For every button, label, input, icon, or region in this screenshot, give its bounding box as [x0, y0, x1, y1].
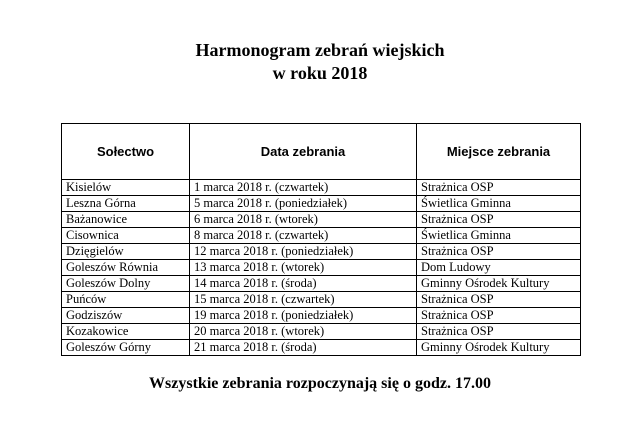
cell-data: 5 marca 2018 r. (poniedziałek)	[190, 196, 417, 212]
start-time-note: Wszystkie zebrania rozpoczynają się o godz. 17.00	[149, 375, 491, 392]
cell-data: 1 marca 2018 r. (czwartek)	[190, 180, 417, 196]
cell-solectwo: Godziszów	[62, 308, 190, 324]
table-row	[62, 260, 581, 276]
table-row	[62, 308, 581, 324]
table-row	[62, 180, 581, 196]
cell-miejsce: Świetlica Gminna	[417, 196, 581, 212]
cell-miejsce: Strażnica OSP	[417, 180, 581, 196]
table-row	[62, 244, 581, 260]
document-subtitle: w roku 2018	[272, 63, 368, 83]
cell-data: 8 marca 2018 r. (czwartek)	[190, 228, 417, 244]
cell-miejsce: Strażnica OSP	[417, 212, 581, 228]
cell-miejsce: Strażnica OSP	[417, 292, 581, 308]
cell-solectwo: Kisielów	[62, 180, 190, 196]
table-row	[62, 212, 581, 228]
cell-data: 15 marca 2018 r. (czwartek)	[190, 292, 417, 308]
table-row	[62, 340, 581, 356]
cell-miejsce: Strażnica OSP	[417, 244, 581, 260]
table-row	[62, 228, 581, 244]
cell-miejsce: Gminny Ośrodek Kultury	[417, 276, 581, 292]
cell-miejsce: Świetlica Gminna	[417, 228, 581, 244]
cell-miejsce: Strażnica OSP	[417, 308, 581, 324]
table-header-row	[62, 124, 581, 180]
cell-solectwo: Bażanowice	[62, 212, 190, 228]
cell-solectwo: Cisownica	[62, 228, 190, 244]
cell-miejsce: Strażnica OSP	[417, 324, 581, 340]
table-row	[62, 196, 581, 212]
cell-solectwo: Goleszów Górny	[62, 340, 190, 356]
cell-miejsce: Gminny Ośrodek Kultury	[417, 340, 581, 356]
cell-solectwo: Leszna Górna	[62, 196, 190, 212]
cell-data: 12 marca 2018 r. (poniedziałek)	[190, 244, 417, 260]
table-row	[62, 292, 581, 308]
cell-solectwo: Goleszów Dolny	[62, 276, 190, 292]
cell-solectwo: Dzięgielów	[62, 244, 190, 260]
table-row	[62, 276, 581, 292]
header-data-zebrania: Data zebrania	[190, 124, 417, 180]
cell-solectwo: Goleszów Równia	[62, 260, 190, 276]
cell-data: 6 marca 2018 r. (wtorek)	[190, 212, 417, 228]
cell-data: 19 marca 2018 r. (poniedziałek)	[190, 308, 417, 324]
table-row	[62, 324, 581, 340]
cell-data: 20 marca 2018 r. (wtorek)	[190, 324, 417, 340]
cell-data: 13 marca 2018 r. (wtorek)	[190, 260, 417, 276]
meetings-table	[61, 123, 581, 356]
cell-data: 14 marca 2018 r. (środa)	[190, 276, 417, 292]
cell-data: 21 marca 2018 r. (środa)	[190, 340, 417, 356]
cell-solectwo: Puńców	[62, 292, 190, 308]
header-solectwo: Sołectwo	[62, 124, 190, 180]
header-miejsce-zebrania: Miejsce zebrania	[417, 124, 581, 180]
cell-solectwo: Kozakowice	[62, 324, 190, 340]
cell-miejsce: Dom Ludowy	[417, 260, 581, 276]
document-title: Harmonogram zebrań wiejskich	[195, 40, 445, 60]
